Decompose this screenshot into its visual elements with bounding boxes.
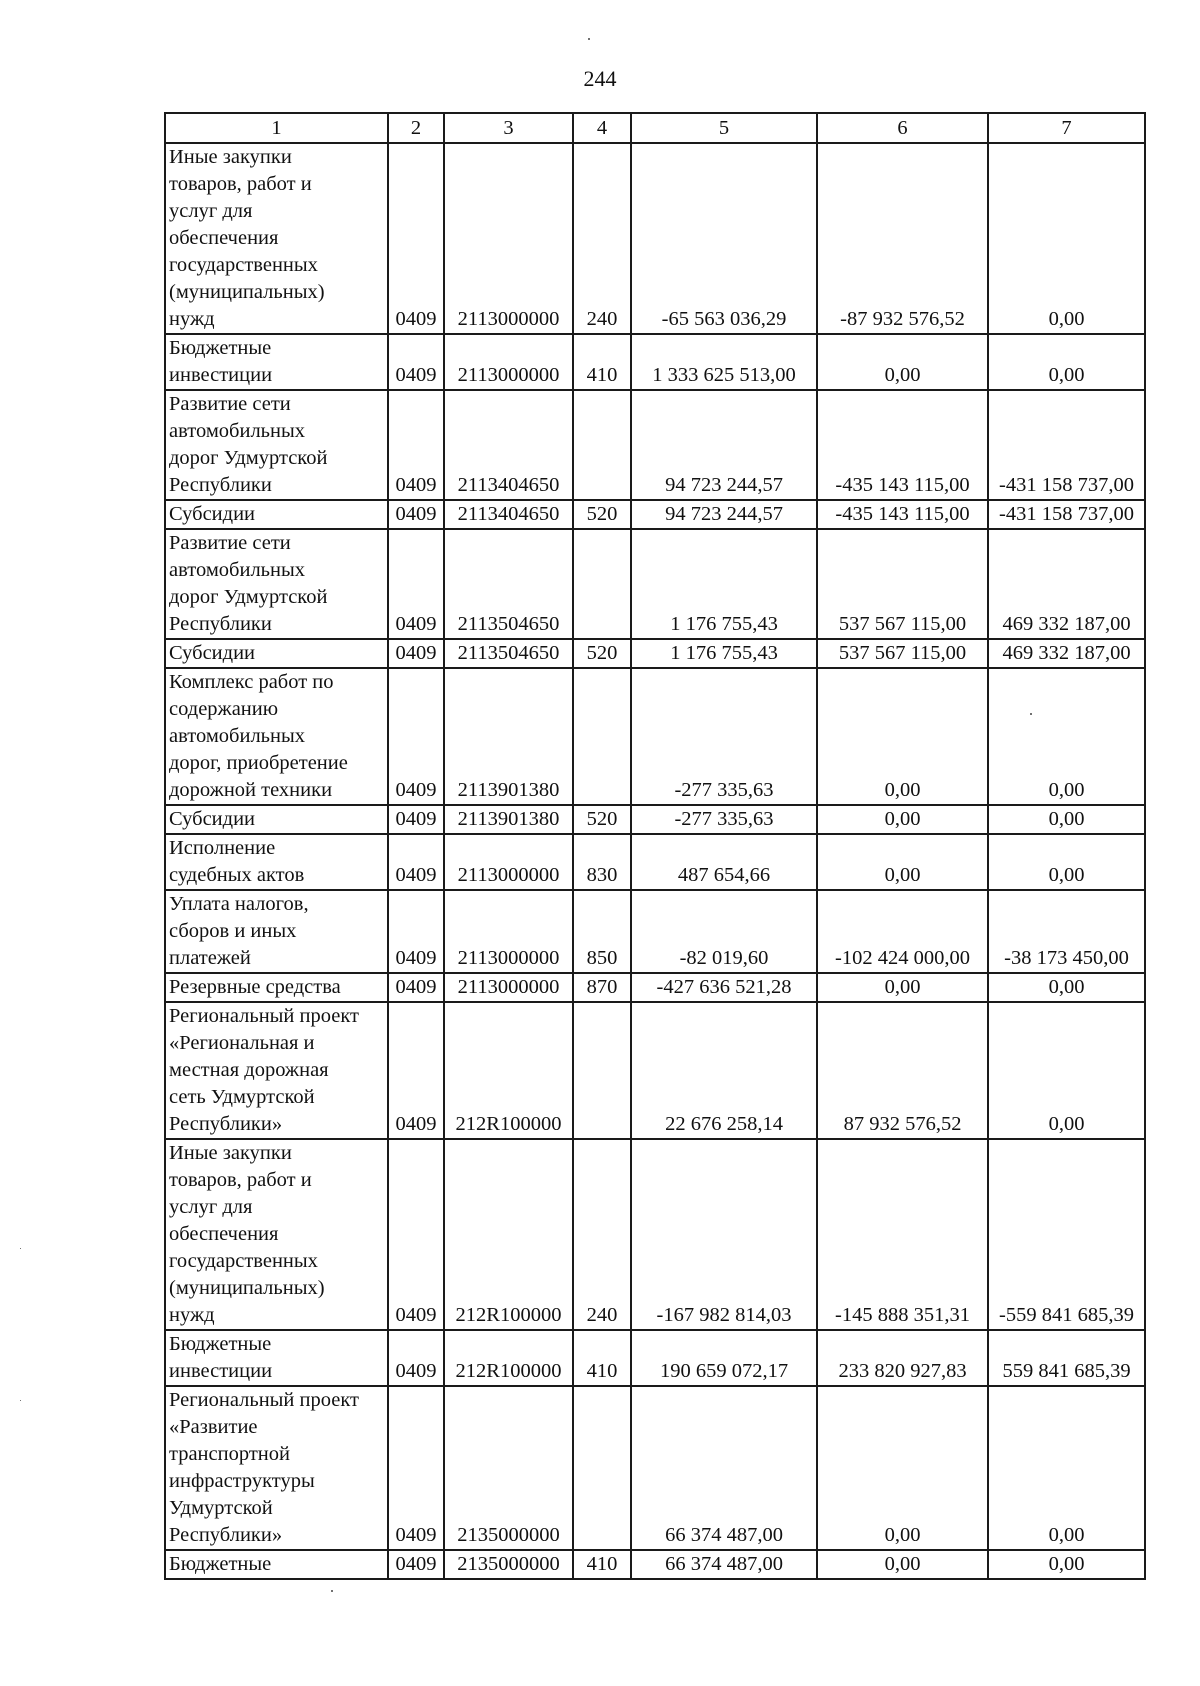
scan-speck — [331, 1590, 333, 1592]
amount-col5: -277 335,63 — [631, 805, 817, 834]
table-row — [165, 1386, 1145, 1550]
budget-table — [164, 112, 1146, 1580]
table-row — [165, 890, 1145, 973]
expense-kind-code — [573, 1002, 631, 1139]
table-row — [165, 834, 1145, 890]
target-code: 2113000000 — [444, 143, 573, 334]
amount-col5: 1 176 755,43 — [631, 639, 817, 668]
table-row — [165, 1550, 1145, 1579]
table-row — [165, 500, 1145, 529]
table-row — [165, 334, 1145, 390]
row-name: Субсидии — [165, 639, 388, 668]
amount-col5: -65 563 036,29 — [631, 143, 817, 334]
scan-speck — [588, 38, 590, 40]
amount-col6: 0,00 — [817, 334, 988, 390]
section-code: 0409 — [388, 890, 444, 973]
amount-col7: 0,00 — [988, 143, 1145, 334]
expense-kind-code: 520 — [573, 639, 631, 668]
amount-col5: 1 333 625 513,00 — [631, 334, 817, 390]
row-name: Развитие сети автомобильных дорог Удмуртской Республики — [165, 529, 388, 639]
amount-col6: -87 932 576,52 — [817, 143, 988, 334]
amount-col7: 469 332 187,00 — [988, 529, 1145, 639]
amount-col5: -82 019,60 — [631, 890, 817, 973]
column-header: 6 — [817, 113, 988, 143]
target-code: 2113000000 — [444, 973, 573, 1002]
expense-kind-code: 410 — [573, 1550, 631, 1579]
amount-col5: 487 654,66 — [631, 834, 817, 890]
section-code: 0409 — [388, 500, 444, 529]
amount-col6: 233 820 927,83 — [817, 1330, 988, 1386]
amount-col6: 537 567 115,00 — [817, 529, 988, 639]
table-row — [165, 529, 1145, 639]
target-code: 2135000000 — [444, 1550, 573, 1579]
row-name: Иные закупки товаров, работ и услуг для обеспечения государственных (муниципальных) нужд — [165, 143, 388, 334]
table-row — [165, 668, 1145, 805]
amount-col5: 22 676 258,14 — [631, 1002, 817, 1139]
amount-col5: 66 374 487,00 — [631, 1386, 817, 1550]
amount-col7: 0,00 — [988, 834, 1145, 890]
section-code: 0409 — [388, 390, 444, 500]
row-name: Региональный проект «Региональная и местная дорожная сеть Удмуртской Республики» — [165, 1002, 388, 1139]
amount-col7: -38 173 450,00 — [988, 890, 1145, 973]
target-code: 2113504650 — [444, 529, 573, 639]
section-code: 0409 — [388, 529, 444, 639]
target-code: 2113000000 — [444, 334, 573, 390]
section-code: 0409 — [388, 1386, 444, 1550]
expense-kind-code: 520 — [573, 805, 631, 834]
amount-col6: 87 932 576,52 — [817, 1002, 988, 1139]
column-header: 2 — [388, 113, 444, 143]
column-header: 5 — [631, 113, 817, 143]
expense-kind-code: 520 — [573, 500, 631, 529]
amount-col7: 0,00 — [988, 668, 1145, 805]
section-code: 0409 — [388, 834, 444, 890]
expense-kind-code — [573, 529, 631, 639]
amount-col5: 94 723 244,57 — [631, 500, 817, 529]
row-name: Региональный проект «Развитие транспортной инфраструктуры Удмуртской Республики» — [165, 1386, 388, 1550]
row-name: Исполнение судебных актов — [165, 834, 388, 890]
expense-kind-code — [573, 668, 631, 805]
amount-col5: -427 636 521,28 — [631, 973, 817, 1002]
amount-col7: 0,00 — [988, 805, 1145, 834]
amount-col7: -431 158 737,00 — [988, 500, 1145, 529]
section-code: 0409 — [388, 639, 444, 668]
target-code: 2113000000 — [444, 890, 573, 973]
row-name: Бюджетные инвестиции — [165, 334, 388, 390]
amount-col6: 0,00 — [817, 834, 988, 890]
section-code: 0409 — [388, 143, 444, 334]
amount-col5: 94 723 244,57 — [631, 390, 817, 500]
expense-kind-code: 870 — [573, 973, 631, 1002]
amount-col6: -435 143 115,00 — [817, 500, 988, 529]
amount-col7: -431 158 737,00 — [988, 390, 1145, 500]
expense-kind-code: 850 — [573, 890, 631, 973]
target-code: 2113901380 — [444, 805, 573, 834]
amount-col7: 0,00 — [988, 334, 1145, 390]
table-row — [165, 805, 1145, 834]
amount-col6: 0,00 — [817, 1386, 988, 1550]
table-row — [165, 143, 1145, 334]
amount-col7: 0,00 — [988, 973, 1145, 1002]
column-header: 7 — [988, 113, 1145, 143]
column-header: 3 — [444, 113, 573, 143]
scan-speck — [20, 1248, 21, 1249]
table-row — [165, 639, 1145, 668]
amount-col7: 0,00 — [988, 1386, 1145, 1550]
row-name: Иные закупки товаров, работ и услуг для обеспечения государственных (муниципальных) нужд — [165, 1139, 388, 1330]
section-code: 0409 — [388, 973, 444, 1002]
amount-col6: 0,00 — [817, 805, 988, 834]
section-code: 0409 — [388, 805, 444, 834]
row-name: Бюджетные — [165, 1550, 388, 1579]
row-name: Комплекс работ по содержанию автомобильных дорог, приобретение дорожной техники — [165, 668, 388, 805]
table-row — [165, 1002, 1145, 1139]
section-code: 0409 — [388, 1139, 444, 1330]
table-row — [165, 1139, 1145, 1330]
amount-col6: 0,00 — [817, 973, 988, 1002]
amount-col7: -559 841 685,39 — [988, 1139, 1145, 1330]
expense-kind-code: 240 — [573, 1139, 631, 1330]
amount-col5: -277 335,63 — [631, 668, 817, 805]
row-name: Уплата налогов, сборов и иных платежей — [165, 890, 388, 973]
target-code: 212R100000 — [444, 1002, 573, 1139]
column-header: 1 — [165, 113, 388, 143]
row-name: Субсидии — [165, 500, 388, 529]
target-code: 212R100000 — [444, 1330, 573, 1386]
target-code: 212R100000 — [444, 1139, 573, 1330]
expense-kind-code — [573, 1386, 631, 1550]
amount-col7: 469 332 187,00 — [988, 639, 1145, 668]
column-header: 4 — [573, 113, 631, 143]
amount-col5: 66 374 487,00 — [631, 1550, 817, 1579]
amount-col5: 1 176 755,43 — [631, 529, 817, 639]
header-row — [165, 113, 1145, 143]
amount-col7: 0,00 — [988, 1002, 1145, 1139]
table-body — [165, 143, 1145, 1579]
scan-speck — [20, 1400, 21, 1401]
row-name: Резервные средства — [165, 973, 388, 1002]
amount-col6: -145 888 351,31 — [817, 1139, 988, 1330]
amount-col7: 559 841 685,39 — [988, 1330, 1145, 1386]
target-code: 2113404650 — [444, 390, 573, 500]
amount-col6: 0,00 — [817, 1550, 988, 1579]
amount-col5: -167 982 814,03 — [631, 1139, 817, 1330]
expense-kind-code: 410 — [573, 1330, 631, 1386]
table-row — [165, 1330, 1145, 1386]
expense-kind-code: 410 — [573, 334, 631, 390]
page-number: 244 — [583, 66, 617, 91]
expense-kind-code: 240 — [573, 143, 631, 334]
table-row — [165, 973, 1145, 1002]
target-code: 2113404650 — [444, 500, 573, 529]
row-name: Субсидии — [165, 805, 388, 834]
target-code: 2113504650 — [444, 639, 573, 668]
row-name: Бюджетные инвестиции — [165, 1330, 388, 1386]
amount-col6: 537 567 115,00 — [817, 639, 988, 668]
target-code: 2135000000 — [444, 1386, 573, 1550]
amount-col6: 0,00 — [817, 668, 988, 805]
section-code: 0409 — [388, 668, 444, 805]
amount-col6: -435 143 115,00 — [817, 390, 988, 500]
table-row — [165, 390, 1145, 500]
amount-col7: 0,00 — [988, 1550, 1145, 1579]
row-name: Развитие сети автомобильных дорог Удмуртской Республики — [165, 390, 388, 500]
section-code: 0409 — [388, 1330, 444, 1386]
section-code: 0409 — [388, 1550, 444, 1579]
target-code: 2113000000 — [444, 834, 573, 890]
expense-kind-code: 830 — [573, 834, 631, 890]
target-code: 2113901380 — [444, 668, 573, 805]
expense-kind-code — [573, 390, 631, 500]
section-code: 0409 — [388, 1002, 444, 1139]
amount-col5: 190 659 072,17 — [631, 1330, 817, 1386]
section-code: 0409 — [388, 334, 444, 390]
amount-col6: -102 424 000,00 — [817, 890, 988, 973]
